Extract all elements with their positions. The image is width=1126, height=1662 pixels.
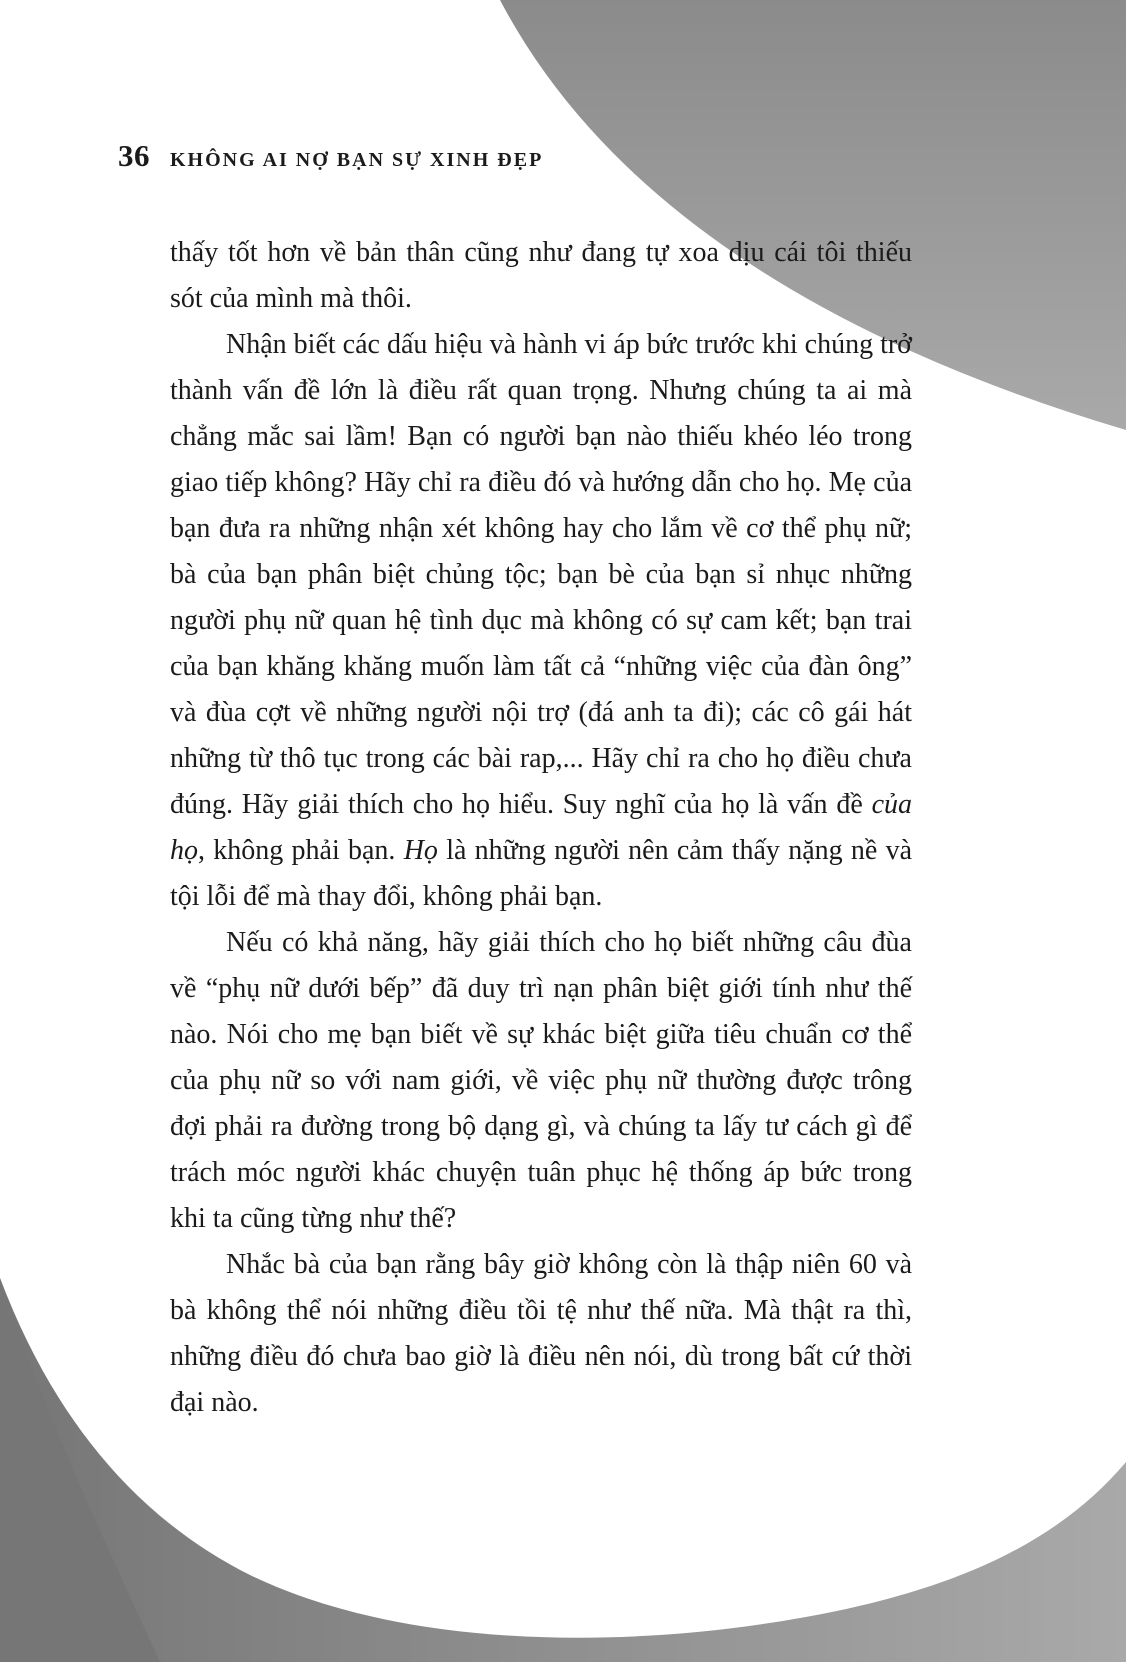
text-run: Nhận biết các dấu hiệu và hành vi áp bức trước khi chúng trở thành vấn đề lớn là điều rất quan trọng. Nhưng chúng ta ai mà chẳng mắc sai lầm! Bạn có người bạn nào thiếu khéo léo trong giao tiếp không? Hãy chỉ ra điều đó và hướng dẫn cho họ. Mẹ của bạn đưa ra những nhận xét không hay cho lắm về cơ thể phụ nữ; bà của bạn phân biệt chủng tộc; bạn bè của bạn sỉ nhục những người phụ nữ quan hệ tình dục mà không có sự cam kết; bạn trai của bạn khăng khăng muốn làm tất cả “những việc của đàn ông” và đùa cợt về những người nội trợ (đá anh ta đi); các cô gái hát những từ thô tục trong các bài rap,... Hãy chỉ ra cho họ điều chưa đúng. Hãy giải thích cho họ hiểu. Suy nghĩ của họ là vấn đề (170, 329, 912, 820)
page-number: 36 (118, 138, 150, 173)
text-run: Nhắc bà của bạn rằng bây giờ không còn là thập niên 60 và bà không thể nói những điều tồi tệ như thế nữa. Mà thật ra thì, những điều đó chưa bao giờ là điều nên nói, dù trong bất cứ thời đại nào. (170, 1249, 912, 1418)
paragraph (170, 230, 912, 322)
text-run: thấy tốt hơn về bản thân cũng như đang tự xoa dịu cái tôi thiếu sót của mình mà thôi. (170, 237, 912, 314)
text-run: là những người nên cảm thấy nặng nề và tội lỗi để mà thay đổi, không phải bạn. (170, 835, 913, 912)
emphasis-text: của họ (170, 789, 912, 866)
paragraph (170, 1242, 912, 1426)
paragraph (170, 920, 912, 1242)
emphasis-text: Họ (403, 835, 438, 866)
paragraph (170, 322, 912, 920)
text-run: , không phải bạn. (198, 835, 404, 866)
paragraph-container (170, 230, 912, 1426)
text-run: Nếu có khả năng, hãy giải thích cho họ biết những câu đùa về “phụ nữ dưới bếp” đã duy trì nạn phân biệt giới tính như thế nào. Nói cho mẹ bạn biết về sự khác biệt giữa tiêu chuẩn cơ thể của phụ nữ so với nam giới, về việc phụ nữ thường được trông đợi phải ra đường trong bộ dạng gì, và chúng ta lấy tư cách gì để trách móc người khác chuyện tuân phục hệ thống áp bức trong khi ta cũng từng như thế? (170, 927, 912, 1234)
page-header (118, 138, 543, 174)
body-text (170, 230, 912, 1426)
running-title: KHÔNG AI NỢ BẠN SỰ XINH ĐẸP (170, 149, 544, 171)
